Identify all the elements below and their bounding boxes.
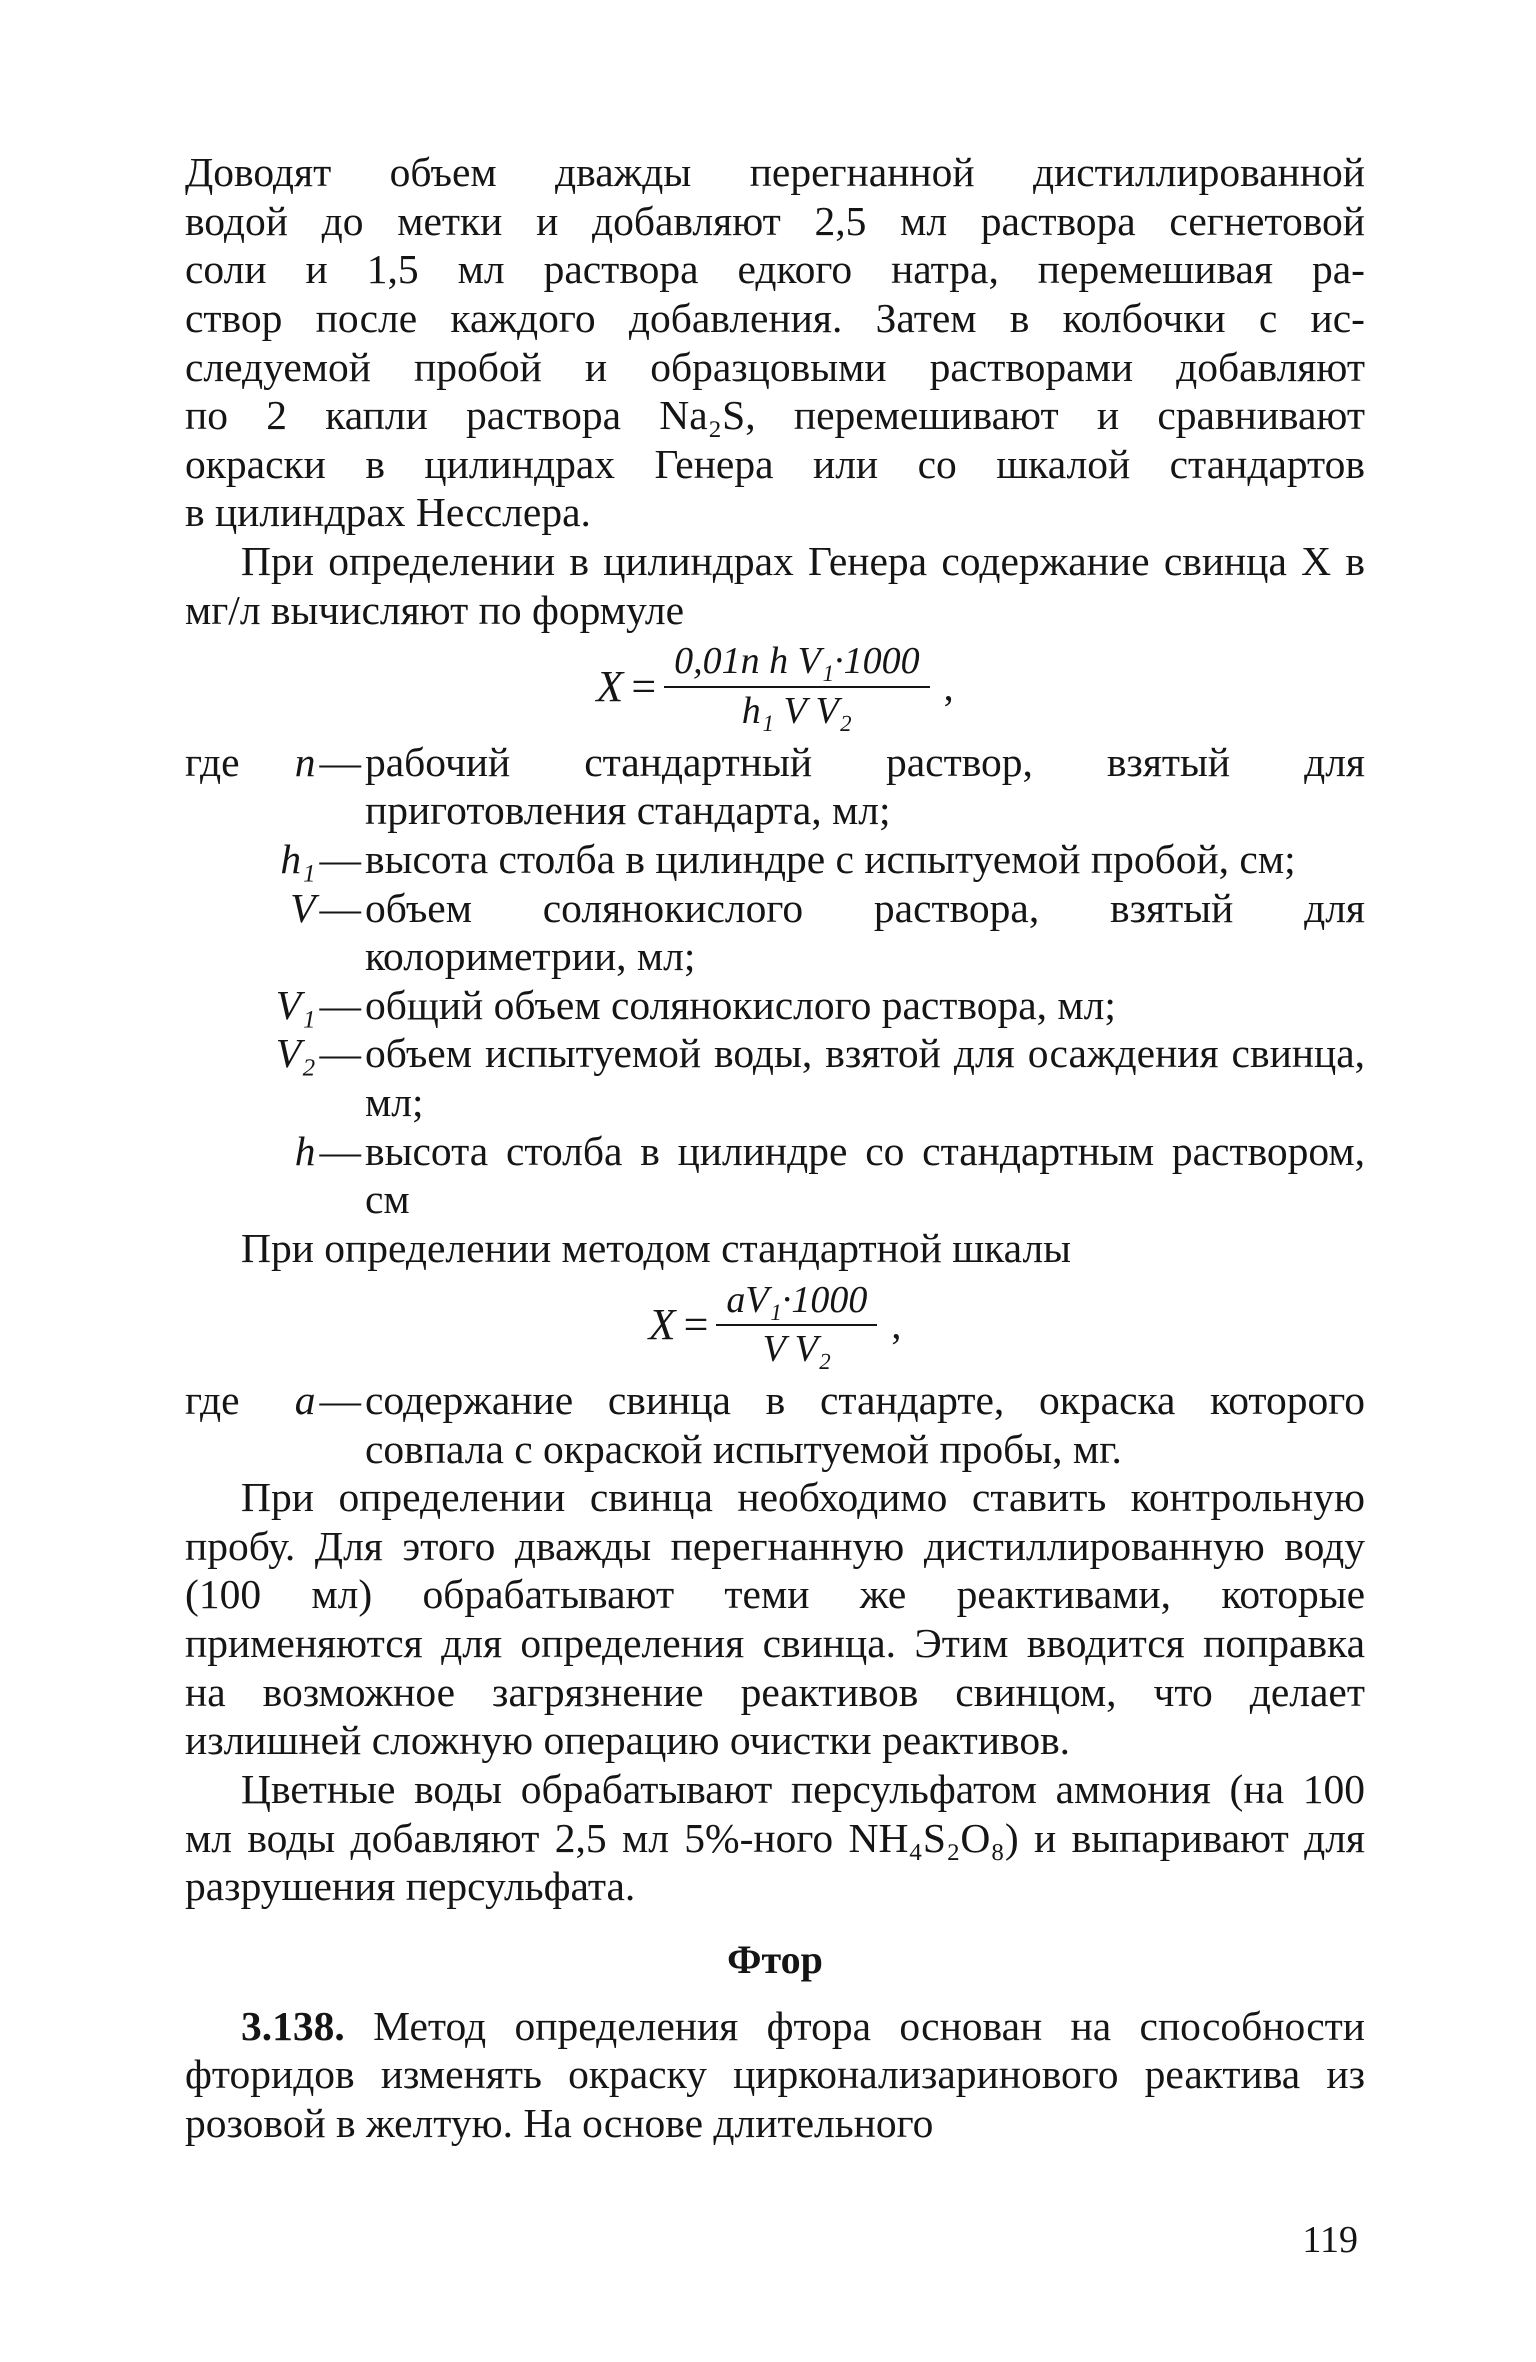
formula-denominator: h₁ V V₂ — [741, 689, 852, 732]
formula-fraction — [716, 1279, 877, 1372]
formula-comma: , — [943, 663, 954, 709]
definition-row: V— объем солянокислого раствора, взятый для колориметрии, мл; — [290, 884, 1365, 980]
paragraph-4: При определении свинца необходимо ставить контрольную пробу. Для этого дважды перегнанную дистиллированную воду (100 мл) обрабатывают теми же реактивами, которые применяются для определения свинца. Этим вводится поправка на возможное загрязнение реактивов свинцом, что делает излишней сложную операцию очистки реактивов. — [185, 1474, 1365, 1764]
definition-text: высота столба в цилиндре со стандартным раствором, см — [365, 1127, 1365, 1223]
section-heading: Фтор — [727, 1936, 823, 1982]
definition-lead: где — [185, 1376, 240, 1423]
page-number: 119 — [1302, 2219, 1358, 2261]
definition-row: где n— рабочий стандартный раствор, взятый для приготовления стандарта, мл; — [185, 738, 1365, 834]
definition-symbol: h₁ — [280, 835, 316, 882]
section-number: 3.138. — [241, 2002, 345, 2049]
definition-symbol: a — [294, 1376, 316, 1423]
definitions-list — [185, 738, 1365, 1224]
para1-line: Доводят объем дважды перегнанной дистиллированной — [185, 149, 1365, 195]
formula-numerator: aV₁·1000 — [716, 1279, 877, 1327]
formula-fraction — [664, 640, 929, 733]
formula-comma: , — [891, 1301, 902, 1347]
formula-heiner — [185, 640, 1365, 733]
para1-line: соли и 1,5 мл раствора едкого натра, перемешивая ра- — [185, 246, 1365, 293]
definition-symbol: n — [294, 738, 316, 785]
formula-equals: = — [631, 662, 657, 712]
definition-row: V₂— объем испытуемой воды, взятой для осаждения свинца, мл; — [275, 1030, 1365, 1125]
formula-numerator: 0,01n h V₁·1000 — [664, 640, 929, 688]
definition-lead: где — [185, 738, 240, 785]
formula-lhs: X — [596, 662, 624, 712]
definition-symbol: h — [294, 1127, 316, 1174]
page-body — [185, 148, 1365, 2148]
definition-row: где a— содержание свинца в стандарте, окраска которого совпала с окраской испытуемой пробы, мг. — [185, 1376, 1365, 1472]
paragraph-1 — [185, 148, 1365, 537]
definition-text: содержание свинца в стандарте, окраска которого совпала с окраской испытуемой пробы, мг. — [365, 1376, 1365, 1472]
definition-text: высота столба в цилиндре с испытуемой пробой, см; — [365, 835, 1296, 882]
definition-text: общий объем солянокислого раствора, мл; — [365, 981, 1116, 1028]
para1-line: в цилиндрах Несслера. — [185, 489, 591, 536]
para1-line: створ после каждого добавления. Затем в колбочки с ис- — [185, 294, 1365, 341]
paragraph-2: При определении в цилиндрах Генера содержание свинца X в мг/л вычисляют по формуле — [185, 538, 1365, 633]
formula-denominator: V V₂ — [762, 1328, 832, 1371]
paragraph-3: При определении методом стандартной шкалы — [241, 1224, 1072, 1271]
para1-line: окраски в цилиндрах Генера или со шкалой стандартов — [185, 440, 1365, 487]
definition-symbol: V₂ — [275, 1030, 316, 1077]
definitions-list — [185, 1376, 1365, 1473]
definition-row: h— высота столба в цилиндре со стандартным раствором, см — [294, 1127, 1365, 1223]
formula-scale — [185, 1279, 1365, 1372]
paragraph-6 — [185, 2002, 1365, 2148]
paragraph-6-text: Метод определения фтора основан на способности фторидов изменять окраску цирконализаринового реактива из розовой в желтую. На основе длительного — [185, 2002, 1365, 2146]
definition-text: рабочий стандартный раствор, взятый для приготовления стандарта, мл; — [365, 738, 1365, 834]
definition-symbol: V — [290, 884, 316, 931]
para1-line: следуемой пробой и образцовыми растворами добавляют — [185, 343, 1365, 390]
definition-symbol: V₁ — [275, 981, 316, 1028]
paragraph-5: Цветные воды обрабатывают персульфатом аммония (на 100 мл воды добавляют 2,5 мл 5%-ного NH₄S₂O₈) и выпаривают для разрушения персульфата. — [185, 1765, 1365, 1910]
definition-text: объем испытуемой воды, взятой для осаждения свинца, мл; — [365, 1030, 1365, 1125]
definition-row: V₁— общий объем солянокислого раствора, мл; — [185, 981, 1365, 1030]
para1-line: по 2 капли раствора Na₂S, перемешивают и сравнивают — [185, 392, 1365, 439]
formula-lhs: X — [648, 1300, 676, 1350]
formula-equals: = — [683, 1300, 709, 1350]
definition-row: h₁— высота столба в цилиндре с испытуемой пробой, см; — [185, 835, 1365, 884]
definition-text: объем солянокислого раствора, взятый для колориметрии, мл; — [365, 884, 1365, 980]
para1-line: водой до метки и добавляют 2,5 мл раствора сегнетовой — [185, 197, 1365, 244]
